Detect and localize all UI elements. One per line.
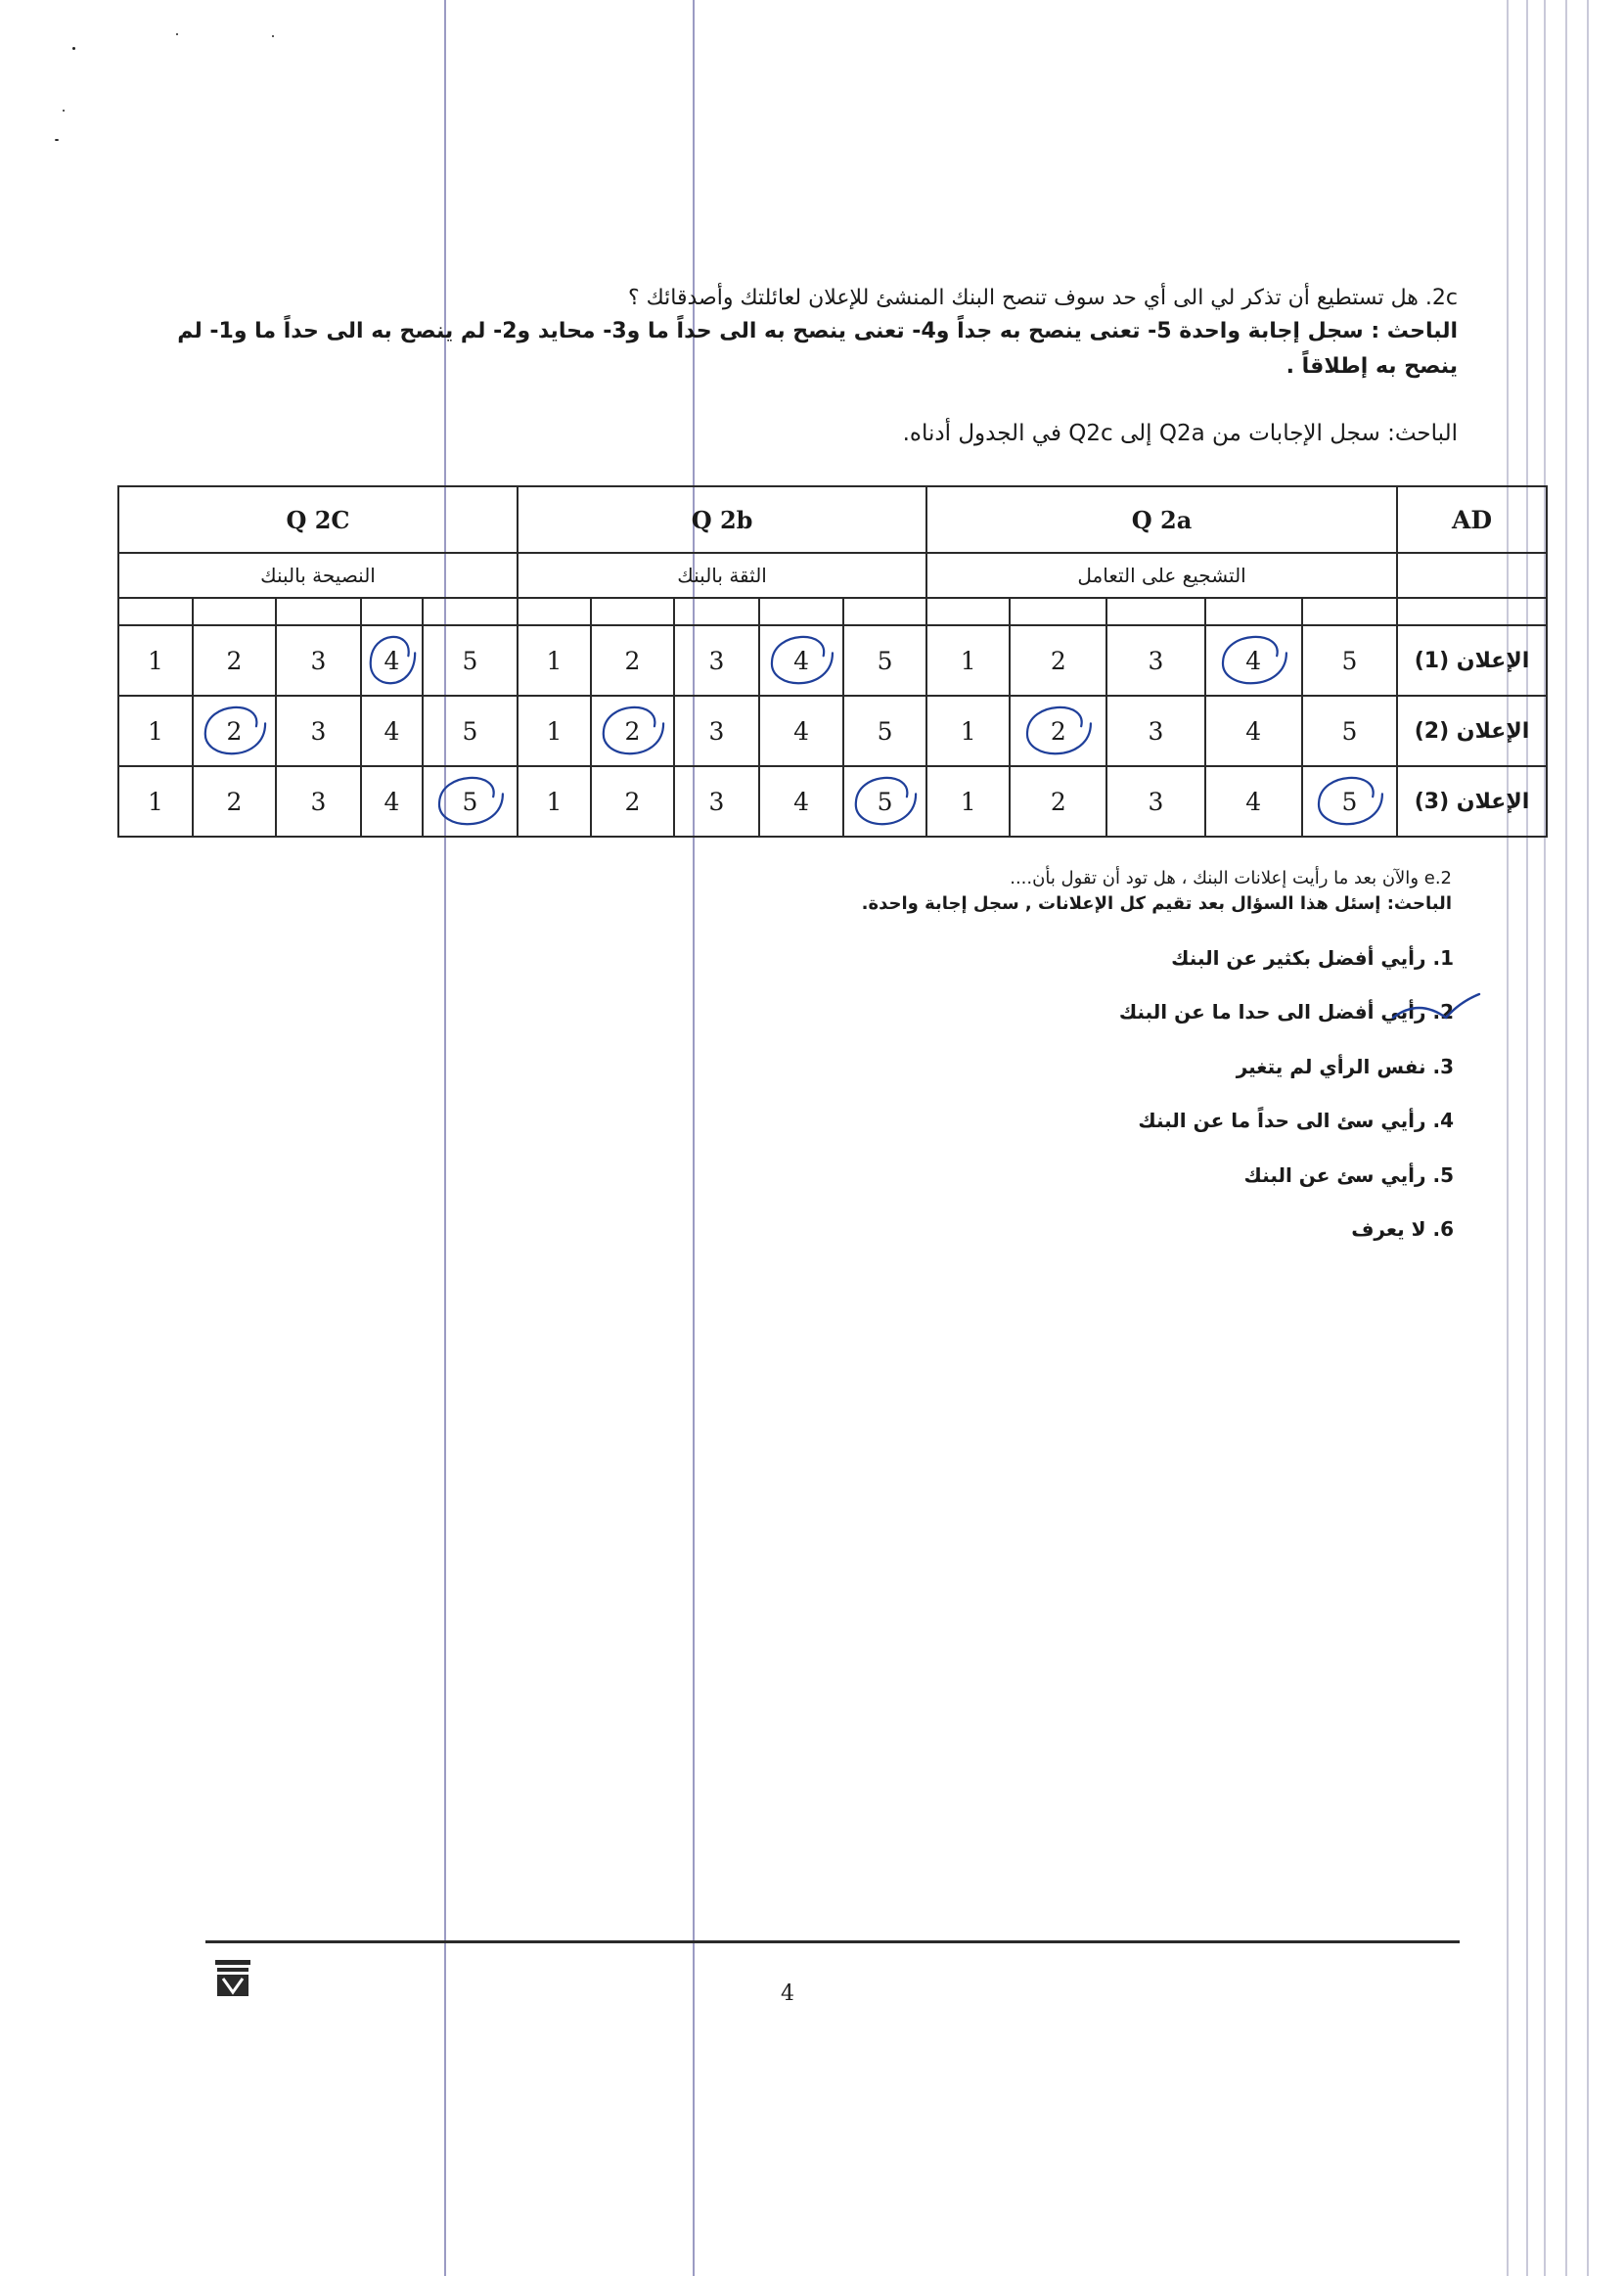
score-cell[interactable]: 5	[843, 625, 926, 696]
option-6[interactable]: 6. لا يعرف	[1351, 1217, 1454, 1241]
score-cell[interactable]: 2	[591, 625, 674, 696]
check-mark-icon	[1389, 988, 1483, 1027]
score-cell[interactable]: 5	[843, 766, 926, 837]
score-cell[interactable]: 1	[518, 625, 591, 696]
table-row-ad-1	[118, 625, 1547, 696]
speck	[55, 139, 59, 141]
spacer-cell	[1302, 598, 1397, 625]
spacer-cell	[193, 598, 276, 625]
page-edge-1	[1507, 0, 1509, 2276]
score-cell[interactable]: 4	[759, 766, 843, 837]
speck	[272, 35, 274, 37]
spacer-cell	[1397, 598, 1547, 625]
spacer-cell	[591, 598, 674, 625]
score-cell[interactable]: 3	[674, 696, 759, 766]
page-edge-3	[1544, 0, 1546, 2276]
score-cell[interactable]: 3	[1106, 766, 1204, 837]
question-2c-text: 2c. هل تستطيع أن تذكر لي الى أي حد سوف تنصح البنك المنشئ للإعلان لعائلتك وأصدقائك ؟	[627, 286, 1458, 310]
score-cell[interactable]: 1	[518, 766, 591, 837]
group-label-q2a: التشجيع على التعامل	[926, 553, 1397, 598]
answer-circle-mark	[1303, 767, 1398, 838]
option-4[interactable]: 4. رأيي سئ الى حداً ما عن البنك	[1138, 1109, 1454, 1132]
score-cell[interactable]: 1	[518, 696, 591, 766]
spacer-cell	[1106, 598, 1204, 625]
spacer-cell	[276, 598, 361, 625]
question-2c-instruction-cont: ينصح به إطلاقاً .	[1286, 354, 1458, 379]
score-cell[interactable]: 1	[118, 625, 193, 696]
company-logo-icon	[213, 1957, 252, 1998]
option-2[interactable]: 2. رأيي أفضل الى حدا ما عن البنك	[1118, 1000, 1454, 1024]
score-cell[interactable]: 4	[759, 625, 843, 696]
speck	[72, 47, 75, 50]
option-1[interactable]: 1. رأيي أفضل بكثير عن البنك	[1171, 946, 1454, 970]
score-cell[interactable]: 3	[1106, 625, 1204, 696]
score-cell[interactable]: 1	[118, 696, 193, 766]
ad-label-1: الإعلان (1)	[1397, 625, 1547, 696]
group-header-q2b: Q 2b	[518, 486, 926, 553]
footer-rule	[205, 1940, 1460, 1943]
spacer-cell	[518, 598, 591, 625]
page-edge-5	[1587, 0, 1589, 2276]
table-row-ad-3	[118, 766, 1547, 837]
answer-circle-mark	[592, 697, 675, 767]
ad-label-2: الإعلان (2)	[1397, 696, 1547, 766]
option-3[interactable]: 3. نفس الرأي لم يتغير	[1236, 1055, 1454, 1078]
answer-circle-mark	[362, 626, 424, 697]
option-5[interactable]: 5. رأيي سئ عن البنك	[1243, 1163, 1454, 1187]
score-cell[interactable]: 2	[591, 696, 674, 766]
answer-circle-mark	[424, 767, 519, 838]
ad-label-3: الإعلان (3)	[1397, 766, 1547, 837]
score-cell[interactable]: 5	[423, 766, 518, 837]
score-cell[interactable]: 3	[1106, 696, 1204, 766]
score-cell[interactable]: 2	[1010, 696, 1106, 766]
score-cell[interactable]: 2	[193, 696, 276, 766]
answer-circle-mark	[1206, 626, 1303, 697]
score-cell[interactable]: 5	[843, 696, 926, 766]
score-cell[interactable]: 1	[926, 625, 1010, 696]
page-edge-4	[1565, 0, 1567, 2276]
score-cell[interactable]: 3	[674, 766, 759, 837]
spacer-cell	[423, 598, 518, 625]
speck	[176, 33, 178, 35]
score-cell[interactable]: 3	[276, 696, 361, 766]
ad-header: AD	[1397, 486, 1547, 553]
score-cell[interactable]: 4	[361, 766, 423, 837]
score-cell[interactable]: 4	[1205, 696, 1302, 766]
spacer-cell	[118, 598, 193, 625]
spacer-cell	[926, 598, 1010, 625]
researcher-instruction: الباحث: سجل الإجابات من Q2a إلى Q2c في الجدول أدناه.	[902, 421, 1458, 446]
score-cell[interactable]: 3	[276, 766, 361, 837]
spacer-cell	[843, 598, 926, 625]
score-cell[interactable]: 5	[423, 625, 518, 696]
answer-circle-mark	[844, 767, 927, 838]
group-label-q2c: النصيحة بالبنك	[118, 553, 518, 598]
spacer-cell	[361, 598, 423, 625]
table-row-ad-2	[118, 696, 1547, 766]
group-header-q2a: Q 2a	[926, 486, 1397, 553]
score-cell[interactable]: 4	[1205, 625, 1302, 696]
page-edge-2	[1526, 0, 1528, 2276]
response-grid	[117, 485, 1548, 838]
score-cell[interactable]: 1	[118, 766, 193, 837]
question-2c-instruction: الباحث : سجل إجابة واحدة 5- تعنى ينصح به جداً و4- تعنى ينصح به الى حداً ما و3- محايد و2- لم ينصح به الى حداً ما و1- لم	[177, 319, 1458, 343]
score-cell[interactable]: 5	[423, 696, 518, 766]
question-2e-instruction: الباحث: إسئل هذا السؤال بعد تقيم كل الإعلانات , سجل إجابة واحدة.	[861, 893, 1452, 914]
score-cell[interactable]: 4	[361, 696, 423, 766]
score-cell[interactable]: 5	[1302, 766, 1397, 837]
score-cell[interactable]: 2	[591, 766, 674, 837]
spacer-cell	[674, 598, 759, 625]
score-cell[interactable]: 2	[193, 625, 276, 696]
answer-circle-mark	[1011, 697, 1107, 767]
score-cell[interactable]: 2	[193, 766, 276, 837]
score-cell[interactable]: 5	[1302, 696, 1397, 766]
answer-circle-mark	[760, 626, 844, 697]
page-number: 4	[781, 1981, 794, 2006]
score-cell[interactable]: 4	[759, 696, 843, 766]
answer-circle-mark	[194, 697, 277, 767]
spacer-cell	[759, 598, 843, 625]
question-2e-text: 2.e والآن بعد ما رأيت إعلانات البنك ، هل تود أن تقول بأن....	[1010, 868, 1452, 888]
score-cell[interactable]: 2	[1010, 625, 1106, 696]
spacer-cell	[1010, 598, 1106, 625]
ad-label-blank	[1397, 553, 1547, 598]
group-header-q2c: Q 2C	[118, 486, 518, 553]
group-label-q2b: الثقة بالبنك	[518, 553, 926, 598]
score-cell[interactable]: 2	[1010, 766, 1106, 837]
score-cell[interactable]: 1	[926, 696, 1010, 766]
score-cell[interactable]: 3	[276, 625, 361, 696]
score-cell[interactable]: 5	[1302, 625, 1397, 696]
score-cell[interactable]: 4	[1205, 766, 1302, 837]
score-cell[interactable]: 3	[674, 625, 759, 696]
score-cell[interactable]: 1	[926, 766, 1010, 837]
score-cell[interactable]: 4	[361, 625, 423, 696]
spacer-cell	[1205, 598, 1302, 625]
speck	[63, 110, 65, 112]
